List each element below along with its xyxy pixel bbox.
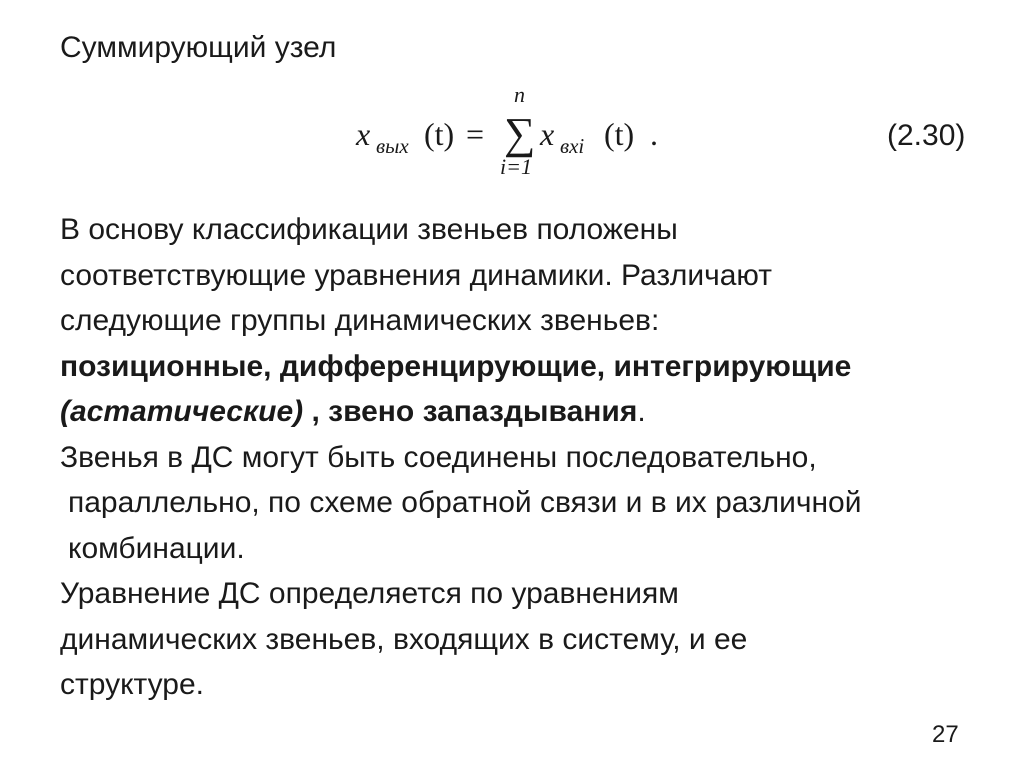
formula-rhs-variable: x	[540, 116, 555, 152]
formula-lhs-variable: x	[356, 116, 371, 152]
formula-equals-sign: =	[466, 116, 485, 152]
formula-sum-symbol: ∑	[504, 109, 536, 158]
text-line: Звенья в ДС могут быть соединены последовательно,	[60, 440, 817, 474]
slide-body-text	[60, 207, 990, 708]
text-line: следующие группы динамических звеньев:	[60, 304, 660, 337]
slide-heading: Суммирующий узел	[60, 31, 337, 64]
text-line: комбинации.	[68, 531, 245, 565]
page-number: 27	[932, 721, 959, 748]
formula-sum-upper-limit: n	[514, 82, 525, 107]
equation-number: (2.30)	[887, 119, 966, 152]
text-line-bold: позиционные, дифференцирующие, интегрирующие	[60, 349, 852, 383]
formula-lhs-argument: (t)	[424, 116, 455, 152]
text-line: динамических звеньев, входящих в систему, и ее	[60, 622, 748, 656]
text-line: параллельно, по схеме обратной связи и в их различной	[68, 486, 862, 519]
formula-rhs-argument: (t)	[604, 116, 635, 152]
text-period: .	[637, 395, 646, 428]
text-line: соответствующие уравнения динамики. Различают	[60, 258, 772, 292]
text-line: Уравнение ДС определяется по уравнениям	[60, 577, 679, 610]
text-line-mixed	[60, 389, 990, 435]
formula-end-dot: .	[650, 116, 658, 152]
text-bold: , звено запаздывания	[303, 395, 638, 428]
text-line: В основу классификации звеньев положены	[60, 213, 678, 246]
formula-rhs-subscript: вхi	[560, 134, 585, 158]
text-line: структуре.	[60, 668, 204, 701]
summation-formula	[340, 82, 700, 192]
text-bold-italic: (астатические)	[60, 395, 304, 428]
formula-sum-lower-limit: i=1	[500, 154, 532, 179]
formula-lhs-subscript: вых	[376, 134, 409, 158]
